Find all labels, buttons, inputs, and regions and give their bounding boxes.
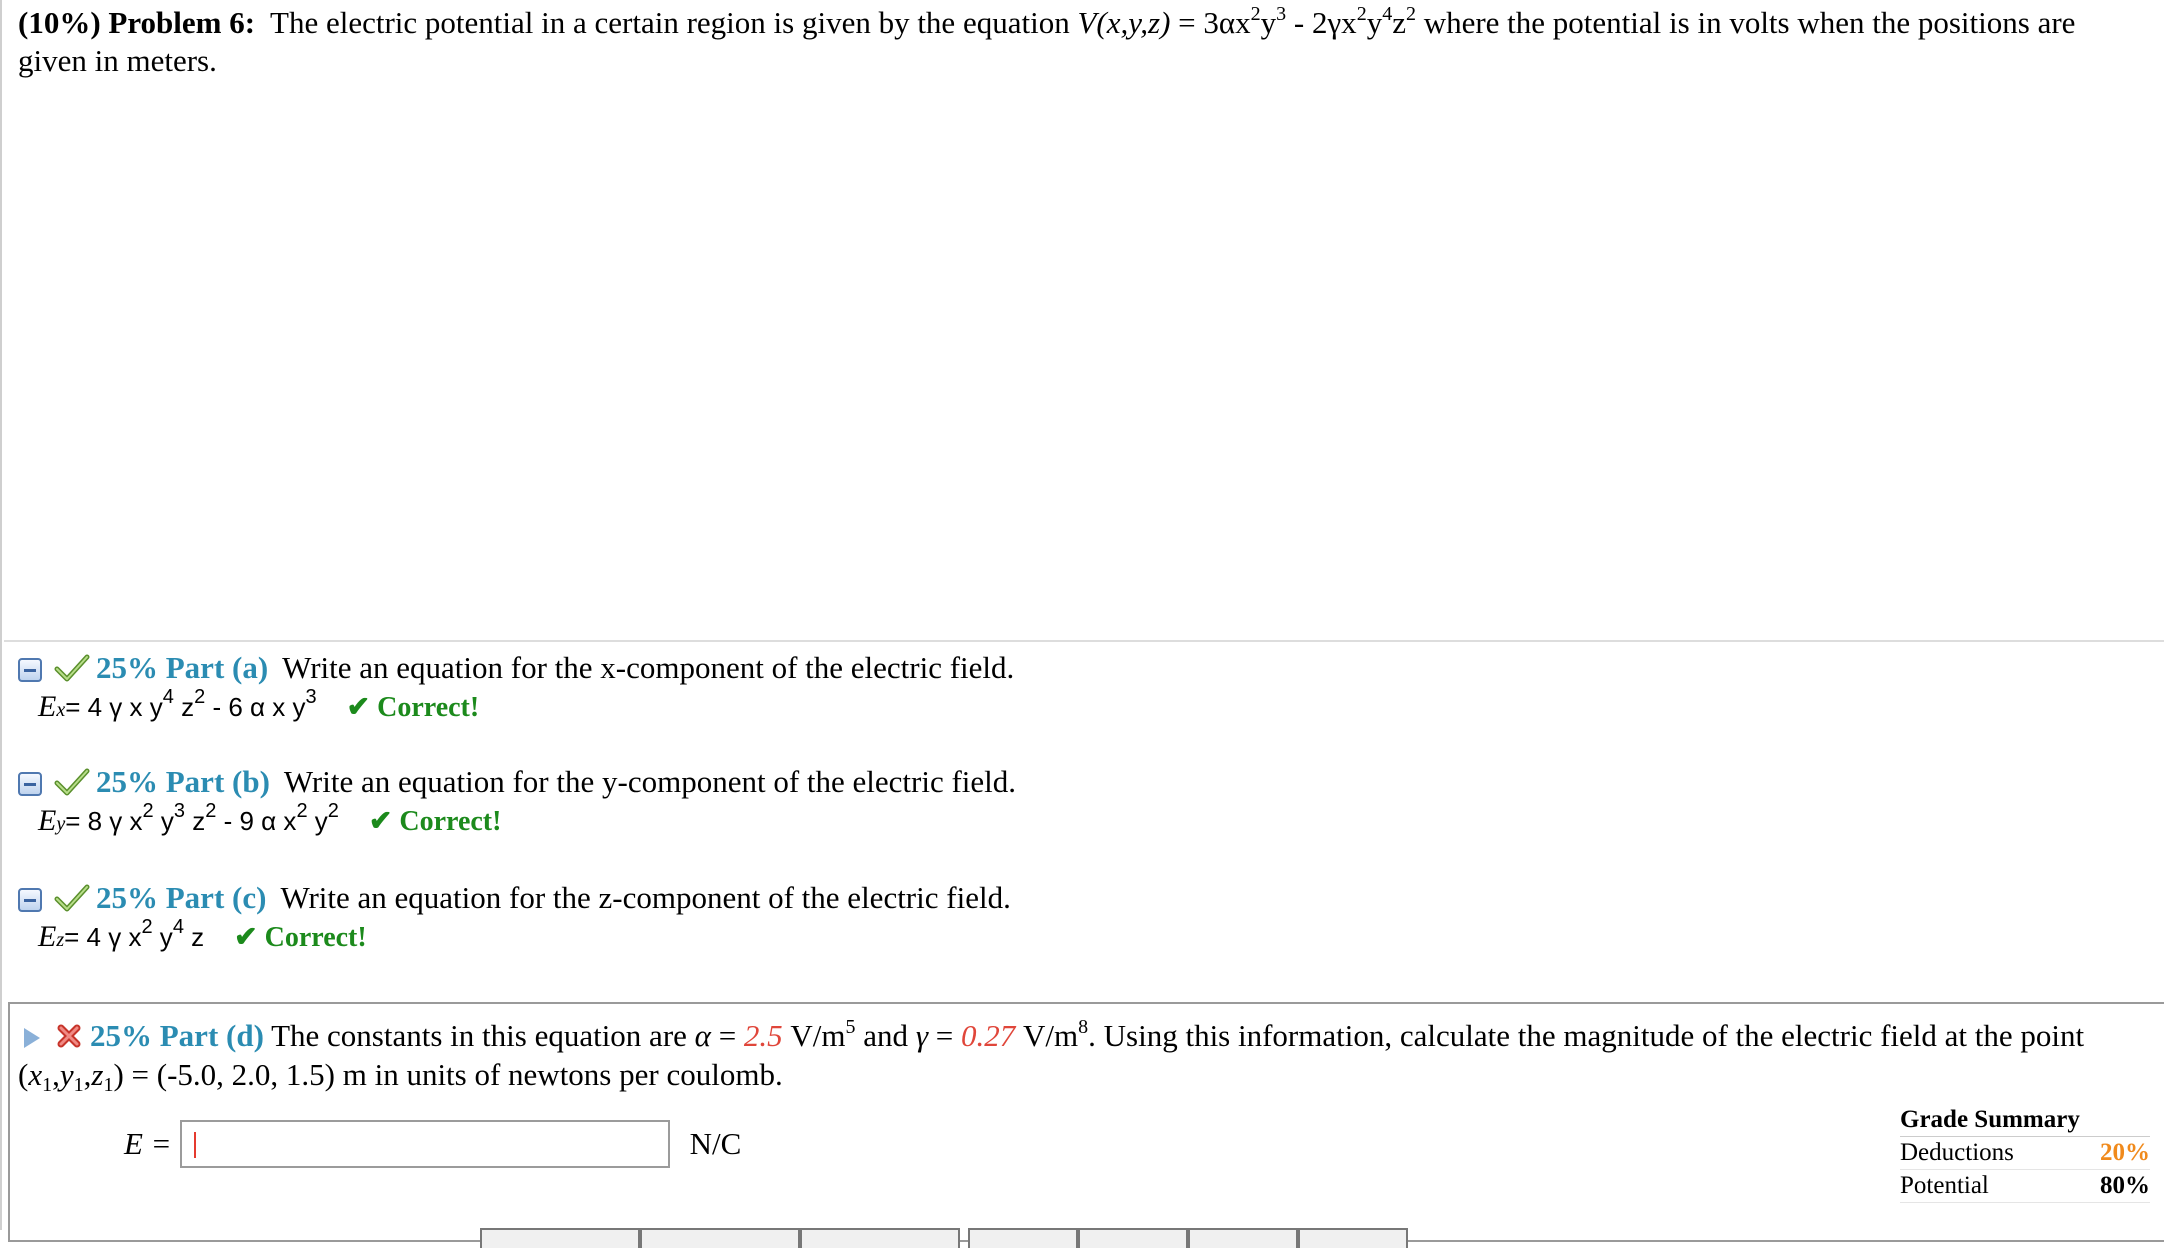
problem-weight: (10%) (18, 5, 101, 40)
checkmark-icon (54, 766, 90, 798)
keypad-top-edge (480, 1228, 1408, 1248)
problem-label: Problem 6: (108, 5, 256, 40)
part-c (18, 878, 1011, 955)
potential-row: Potential 80% (1900, 1170, 2150, 1203)
deductions-row: Deductions 20% (1900, 1137, 2150, 1170)
part-a-label[interactable]: 25% Part (a) (96, 650, 269, 685)
part-a-answer: E x = 4 γ x $y^4$ $z^2 - 6$ α x $y^3$ ✔ Correct! (38, 686, 480, 723)
part-d-label[interactable]: 25% Part (d) (90, 1018, 264, 1053)
potential-value: 80% (2100, 1172, 2150, 1199)
checkmark-icon (54, 652, 90, 684)
part-d-question: 25% Part (d) The constants in this equation are α = 2.5 $V/m^5$ and γ = 0.27 $V/m^8$. Using this information, calculate the magnitude of the electric field at the point $(x_1,y_1,z_1) = (-5.0$, 2.0, 1.5) m in units of newtons per coulomb. (18, 1016, 2085, 1096)
unit-label: N/C (689, 1126, 742, 1161)
part-c-question: Write an equation for the z-component of the electric field. (280, 880, 1011, 915)
correct-badge: ✔ Correct! (234, 922, 367, 953)
problem-text-pre: The electric potential in a certain region is given by the equation (270, 5, 1070, 40)
alpha-value: 2.5 (743, 1018, 783, 1053)
collapse-icon[interactable] (18, 658, 42, 682)
checkmark-icon (54, 882, 90, 914)
grade-summary-title: Grade Summary (1900, 1104, 2150, 1137)
potential-function: V(x,y,z) (1077, 5, 1171, 40)
collapse-icon[interactable] (18, 888, 42, 912)
keypad-key[interactable] (968, 1228, 1078, 1248)
term2: $2\gamma x^2y^4z^2$ (1311, 3, 1416, 40)
keypad-key[interactable] (1298, 1228, 1408, 1248)
part-b (18, 762, 1016, 839)
part-c-answer: E z = 4 γ $x^2$ $y^4$ z ✔ Correct! (38, 916, 367, 953)
correct-badge: ✔ Correct! (368, 806, 502, 837)
part-b-label[interactable]: 25% Part (b) (96, 764, 270, 799)
gamma-value: 0.27 (961, 1018, 1016, 1053)
keypad-key[interactable] (1078, 1228, 1188, 1248)
part-b-question: Write an equation for the y-component of the electric field. (283, 764, 1017, 799)
correct-badge: ✔ Correct! (346, 692, 480, 723)
text-caret (194, 1132, 196, 1158)
expand-arrow-icon[interactable] (24, 1028, 40, 1048)
part-b-answer: E y = 8 γ $x^2$ $y^3$ $z^2 - 9$ α $x^2$ $y^2$ ✔ Correct! (38, 800, 502, 837)
incorrect-x-icon (54, 1021, 84, 1051)
keypad-gap (960, 1228, 968, 1248)
grade-summary (1900, 1104, 2150, 1203)
part-a-question: Write an equation for the x-component of the electric field. (282, 650, 1015, 685)
answer-input[interactable] (180, 1120, 670, 1168)
keypad-key[interactable] (640, 1228, 800, 1248)
part-a (18, 648, 1014, 725)
section-divider (4, 640, 2164, 642)
problem-statement: (10%) Problem 6: The electric potential in a certain region is given by the equation $V(x,y,z) = 3\alpha x^2y^3 - 2\gamma x^2y^4z^2$ where the potential is in volts when the positions are given in meters. (18, 3, 2076, 78)
keypad-key[interactable] (1188, 1228, 1298, 1248)
answer-input-row (124, 1120, 741, 1168)
term1: $3\alpha x^2y^3$ (1203, 3, 1287, 40)
problem-text-post: where the potential is in volts when the positions are given in meters. (18, 5, 2076, 78)
part-d-panel (8, 1002, 2164, 1242)
collapse-icon[interactable] (18, 772, 42, 796)
keypad-key[interactable] (480, 1228, 640, 1248)
part-c-label[interactable]: 25% Part (c) (96, 880, 267, 915)
keypad-key[interactable] (800, 1228, 960, 1248)
deductions-value: 20% (2100, 1139, 2150, 1166)
input-label: E = (124, 1126, 172, 1161)
